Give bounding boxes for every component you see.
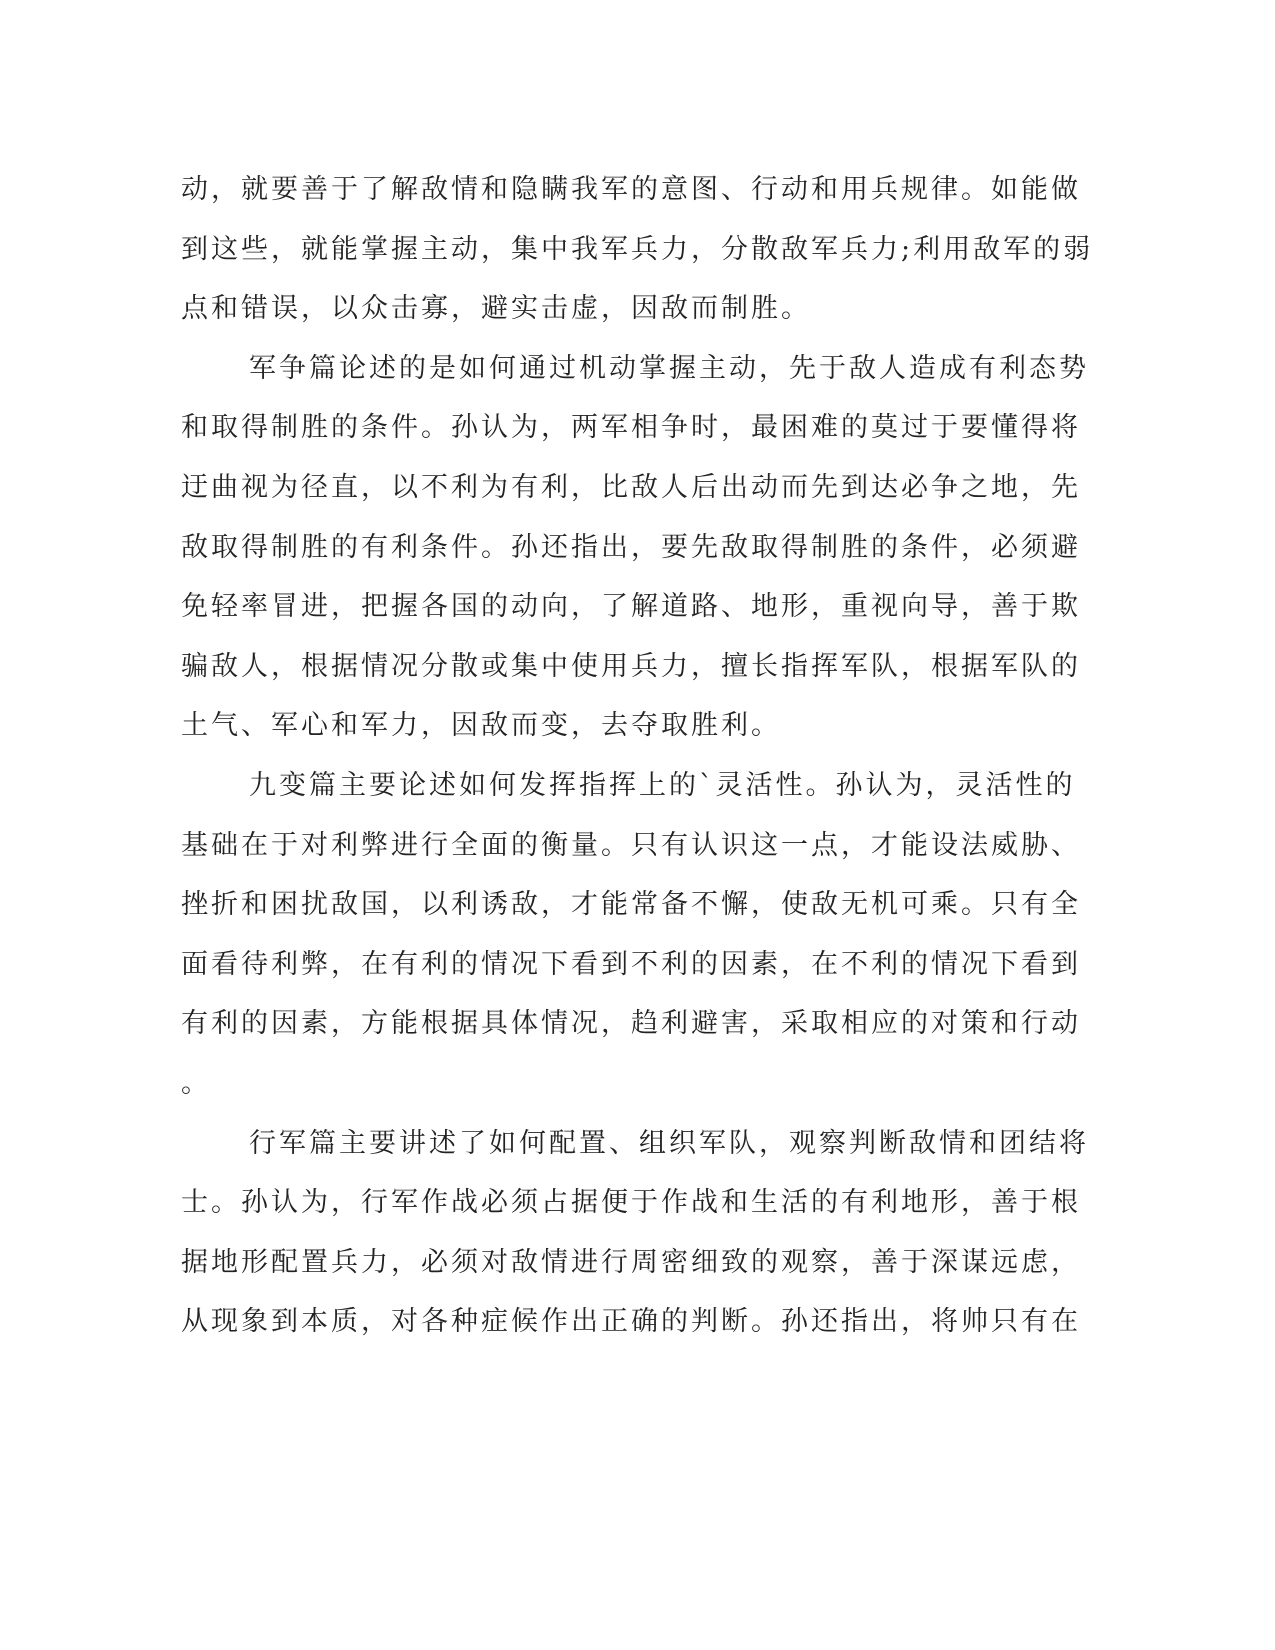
paragraph-start-line: 军争篇论述的是如何通过机动掌握主动，先于敌人造成有利态势 [249, 352, 1089, 384]
text-line: 据地形配置兵力，必须对敌情进行周密细致的观察，善于深谋远虑， [181, 1246, 1081, 1278]
text-line: 面看待利弊，在有利的情况下看到不利的因素，在不利的情况下看到 [181, 948, 1081, 980]
text-line: 动，就要善于了解敌情和隐瞒我军的意图、行动和用兵规律。如能做 [181, 174, 1081, 205]
paragraph-start-line: 行军篇主要讲述了如何配置、组织军队，观察判断敌情和团结将 [249, 1127, 1089, 1159]
body-text [181, 160, 1094, 1352]
text-line: 士。孙认为，行军作战必须占据便于作战和生活的有利地形，善于根 [181, 1187, 1081, 1219]
text-line: 土气、军心和军力，因敌而变，去夺取胜利。 [181, 710, 781, 742]
text-line: 骗敌人，根据情况分散或集中使用兵力，擅长指挥军队，根据军队的 [181, 650, 1081, 682]
text-line: 从现象到本质，对各种症候作出正确的判断。孙还指出，将帅只有在 [181, 1306, 1081, 1338]
text-line: 免轻率冒进，把握各国的动向，了解道路、地形，重视向导，善于欺 [181, 591, 1081, 623]
text-line: 迂曲视为径直，以不利为有利，比敌人后出动而先到达必争之地，先 [181, 471, 1081, 503]
text-line: 基础在于对利弊进行全面的衡量。只有认识这一点，才能设法威胁、 [181, 829, 1081, 861]
text-line: 挫折和困扰敌国，以利诱敌，才能常备不懈，使敌无机可乘。只有全 [181, 889, 1081, 921]
text-line: 点和错误，以众击寡，避实击虚，因敌而制胜。 [181, 293, 811, 325]
paragraph-start-line: 九变篇主要论述如何发挥指挥上的`灵活性。孙认为，灵活性的 [249, 769, 1076, 801]
text-line: 和取得制胜的条件。孙认为，两军相争时，最困难的莫过于要懂得将 [181, 412, 1081, 444]
text-line: 。 [181, 1067, 211, 1099]
text-line: 到这些，就能掌握主动，集中我军兵力，分散敌军兵力;利用敌军的弱 [181, 233, 1094, 265]
text-line: 有利的因素，方能根据具体情况，趋利避害，采取相应的对策和行动 [181, 1008, 1081, 1040]
text-line: 敌取得制胜的有利条件。孙还指出，要先敌取得制胜的条件，必须避 [181, 531, 1081, 563]
